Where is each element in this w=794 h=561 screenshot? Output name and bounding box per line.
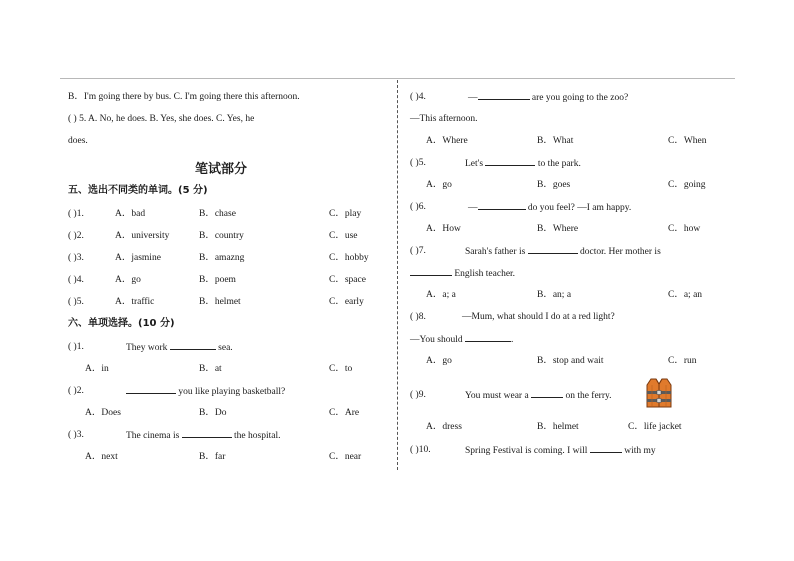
option-c: C．to (329, 364, 353, 374)
question-text (465, 244, 661, 259)
answer-paren[interactable]: ( )5. (68, 297, 84, 307)
option-c: C．a; an (668, 290, 703, 300)
option-a: A．in (85, 364, 109, 374)
option-b: B．goes (537, 180, 571, 190)
prev-line-3: does. (68, 136, 88, 146)
answer-blank[interactable] (528, 244, 578, 254)
option-b: B．stop and wait (537, 356, 604, 366)
q6-options (410, 222, 715, 236)
option-a: A．Does (85, 408, 121, 418)
page-top-rule (60, 78, 735, 79)
answer-blank[interactable] (478, 200, 526, 210)
option-b: B．country (199, 231, 244, 241)
question-post: sea. (218, 343, 233, 353)
s6-q3-options (68, 450, 374, 464)
option-b: B．at (199, 364, 222, 374)
q8-line-2 (410, 332, 715, 346)
option-c: C．space (329, 275, 366, 285)
q7-line-2-text: English teacher. (454, 269, 516, 279)
option-b: B．chase (199, 209, 236, 219)
answer-blank[interactable] (485, 156, 535, 166)
option-c: C．Are (329, 408, 360, 418)
question-post: are you going to the zoo? (531, 93, 629, 103)
option-b: B．an; a (537, 290, 572, 300)
question-pre: Let's (465, 159, 484, 169)
question-pre: Spring Festival is coming. I will (465, 446, 588, 456)
option-c: C．life jacket (628, 422, 682, 432)
q7-options (410, 288, 715, 302)
question-text (468, 90, 628, 105)
question-text (126, 340, 233, 355)
s6-q2-options (68, 406, 374, 420)
option-a: A．dress (426, 422, 462, 432)
answer-blank[interactable] (531, 388, 563, 398)
option-c: C．going (668, 180, 706, 190)
question-8 (410, 310, 715, 324)
answer-paren[interactable]: ( )3. (68, 253, 84, 263)
question-post: do you feel? —I am happy. (527, 203, 632, 213)
question-6 (410, 200, 715, 214)
answer-blank[interactable] (478, 90, 530, 100)
question-pre: — (468, 93, 478, 103)
written-test-heading: 笔试部分 (194, 162, 247, 177)
question-text (465, 443, 656, 458)
prev-question-options (68, 90, 374, 104)
answer-paren[interactable]: ( )6. (410, 202, 426, 212)
q4-answer-text: —This afternoon. (410, 114, 478, 124)
option-b: B．far (199, 452, 226, 462)
option-c: C．When (668, 136, 707, 146)
answer-paren[interactable]: ( )8. (410, 312, 426, 322)
option-c: C．early (329, 297, 364, 307)
question-5 (410, 156, 715, 170)
option-c: C．how (668, 224, 701, 234)
option-c: C．use (329, 231, 358, 241)
option-a: A．traffic (115, 297, 155, 307)
s5-item-5 (68, 295, 374, 309)
answer-paren[interactable]: ( )1. (68, 342, 84, 352)
s5-item-2 (68, 229, 374, 243)
option-a: A．university (115, 231, 170, 241)
answer-paren[interactable]: ( )3. (68, 430, 84, 440)
q8-line-2-text: —You should (410, 335, 463, 345)
section-5-title: 五、选出不同类的单词。(5 分) (68, 185, 208, 196)
answer-paren[interactable]: ( )9. (410, 390, 426, 400)
question-pre: Sarah's father is (465, 247, 526, 257)
option-c: C．play (329, 209, 362, 219)
question-post: with my (624, 446, 656, 456)
prev-line-2: ( ) 5. A. No, he does. B. Yes, she does. C. Yes, he (68, 114, 255, 124)
answer-paren[interactable]: ( )10. (410, 445, 431, 455)
question-post: to the park. (537, 159, 581, 169)
option-a: A．go (426, 180, 452, 190)
question-text: —Mum, what should I do at a red light? (462, 312, 615, 322)
option-b: B．helmet (199, 297, 241, 307)
q8-line-2-end: . (511, 335, 514, 345)
question-pre: You must wear a (465, 391, 529, 401)
option-a: A．bad (115, 209, 146, 219)
option-a: A．next (85, 452, 118, 462)
column-divider (397, 80, 398, 470)
s6-question-2 (68, 384, 374, 398)
s5-item-3 (68, 251, 374, 265)
answer-blank[interactable] (590, 443, 622, 453)
question-text (126, 384, 285, 399)
answer-paren[interactable]: ( )2. (68, 231, 84, 241)
q5-options (410, 178, 715, 192)
option-a: A．jasmine (115, 253, 161, 263)
question-text (126, 428, 281, 443)
option-b: B．poem (199, 275, 236, 285)
option-b: B．amazng (199, 253, 245, 263)
question-post: on the ferry. (565, 391, 612, 401)
option-b: B．Do (199, 408, 227, 418)
answer-blank[interactable] (170, 340, 216, 350)
question-10 (410, 443, 715, 457)
option-a: A．Where (426, 136, 468, 146)
s6-question-1 (68, 340, 374, 354)
q7-line-2 (410, 266, 715, 280)
option-a: A．a; a (426, 290, 456, 300)
option-c: C．hobby (329, 253, 369, 263)
answer-paren[interactable]: ( )5. (410, 158, 426, 168)
section-6-title: 六、单项选择。(10 分) (68, 318, 175, 329)
question-4 (410, 90, 715, 104)
question-text (468, 200, 631, 215)
prev-question-5-cont (68, 134, 374, 148)
s5-item-4 (68, 273, 374, 287)
question-pre: They work (126, 343, 168, 353)
answer-paren[interactable]: ( )4. (68, 275, 84, 285)
question-pre: The cinema is (126, 431, 180, 441)
option-c: C．near (329, 452, 362, 462)
option-c: C．run (668, 356, 697, 366)
option-b: B．Where (537, 224, 579, 234)
question-pre: — (468, 203, 478, 213)
answer-paren[interactable]: ( )4. (410, 92, 426, 102)
question-post: the hospital. (234, 431, 281, 441)
question-post: you like playing basketball? (178, 387, 286, 397)
option-a: A．How (426, 224, 461, 234)
answer-paren[interactable]: ( )1. (68, 209, 84, 219)
question-text (465, 388, 612, 403)
answer-paren[interactable]: ( )2. (68, 386, 84, 396)
question-post: doctor. Her mother is (580, 247, 661, 257)
q8-options (410, 354, 715, 368)
answer-paren[interactable]: ( )7. (410, 246, 426, 256)
prev-line-1: B．I'm going there by bus. C. I'm going there this afternoon. (68, 92, 300, 102)
s6-q1-options (68, 362, 374, 376)
option-a: A．go (426, 356, 452, 366)
s5-item-1 (68, 207, 374, 221)
q4-options (410, 134, 715, 148)
answer-blank[interactable] (126, 384, 176, 394)
answer-blank[interactable] (182, 428, 232, 438)
answer-blank[interactable] (465, 332, 511, 342)
q4-answer (410, 112, 715, 126)
option-b: B．helmet (537, 422, 579, 432)
s6-question-3 (68, 428, 374, 442)
option-a: A．go (115, 275, 141, 285)
option-b: B．What (537, 136, 574, 146)
question-text (465, 156, 581, 171)
q9-options (410, 420, 715, 434)
life-jacket-icon (642, 376, 676, 410)
prev-question-5 (68, 112, 374, 126)
answer-blank[interactable] (410, 266, 452, 276)
question-7 (410, 244, 715, 258)
